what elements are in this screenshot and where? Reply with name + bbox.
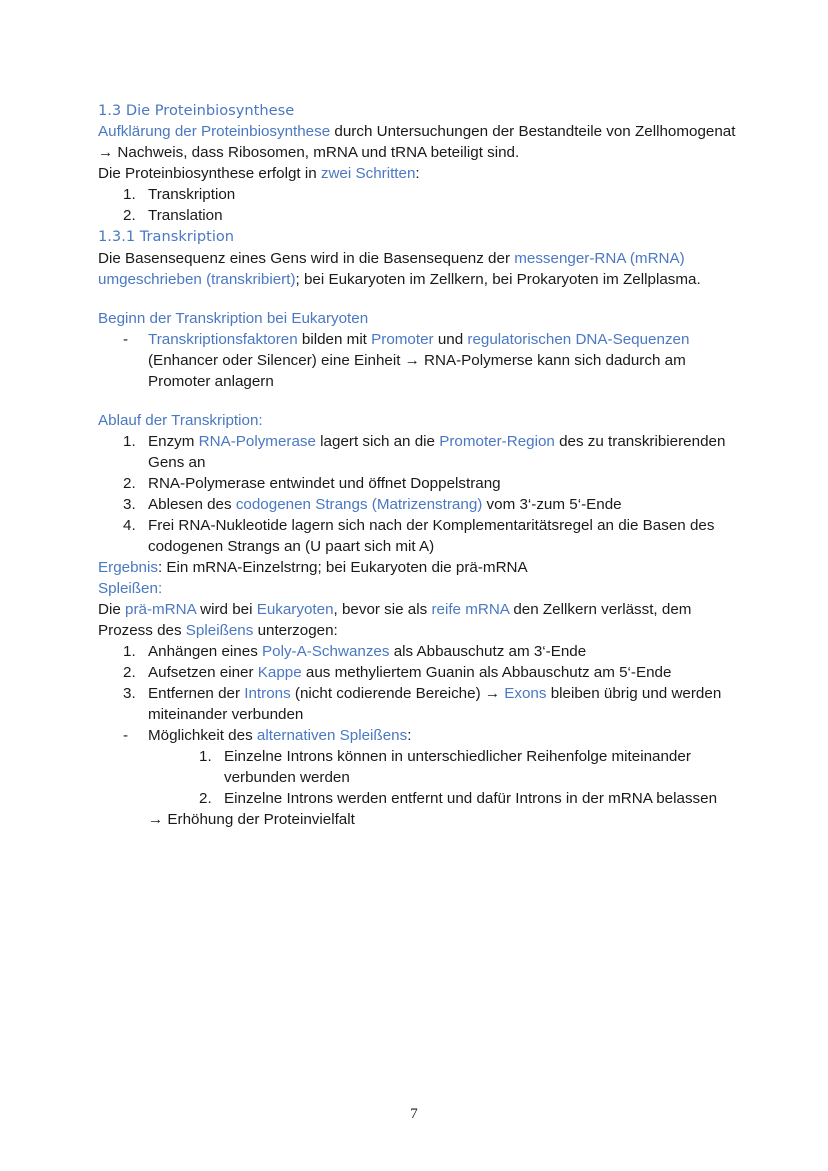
ergebnis-line bbox=[98, 557, 738, 578]
paragraph-text: durch Untersuchungen der Bestandteile von Zellhomogenat → Nachweis, dass Ribosomen, mRNA und tRNA beteiligt sind. bbox=[98, 123, 736, 161]
list-item bbox=[98, 473, 738, 494]
nested-list-item bbox=[98, 788, 738, 809]
paragraph-text: : bbox=[415, 165, 420, 182]
list-text: Aufsetzen einer bbox=[148, 664, 258, 681]
list-text: Möglichkeit des bbox=[148, 727, 257, 744]
list-number: 2. bbox=[123, 664, 136, 681]
highlight-term: Ergebnis bbox=[98, 559, 158, 576]
list-text: Entfernen der bbox=[148, 685, 245, 702]
highlight-term: Aufklärung der Proteinbiosynthese bbox=[98, 123, 331, 140]
beginn-title: Beginn der Transkription bei Eukaryoten bbox=[98, 310, 369, 327]
spacer bbox=[98, 290, 738, 308]
list-text: Anhängen eines bbox=[148, 643, 263, 660]
paragraph-text: Die bbox=[98, 601, 126, 618]
page-number: 7 bbox=[410, 1106, 418, 1122]
page-content bbox=[98, 100, 738, 830]
paragraph-text: wird bei bbox=[195, 601, 257, 618]
list-number: 3. bbox=[123, 685, 136, 702]
list-text: bleiben übrig und werden miteinander verbunden bbox=[148, 685, 722, 723]
transcription-paragraph bbox=[98, 248, 738, 290]
list-text: Translation bbox=[148, 207, 223, 224]
paragraph-text: ; bei Eukaryoten im Zellkern, bei Prokaryoten im Zellplasma. bbox=[295, 271, 701, 288]
list-item bbox=[98, 725, 738, 746]
list-item bbox=[98, 683, 738, 725]
highlight-term: RNA-Polymerase bbox=[198, 433, 316, 450]
list-number: 1. bbox=[123, 433, 136, 450]
highlight-term: Transkriptionsfaktoren bbox=[148, 331, 298, 348]
highlight-term: Promoter-Region bbox=[439, 433, 555, 450]
list-text: bilden mit bbox=[297, 331, 372, 348]
highlight-term: alternativen Spleißens bbox=[256, 727, 408, 744]
highlight-term: zwei Schritten bbox=[320, 165, 416, 182]
list-number: 2. bbox=[199, 790, 212, 807]
list-number: 1. bbox=[123, 643, 136, 660]
highlight-term: codogenen Strangs (Matrizenstrang) bbox=[235, 496, 483, 513]
list-text: aus methyliertem Guanin als Abbauschutz am 5‘-Ende bbox=[301, 664, 672, 681]
highlight-term: Introns bbox=[244, 685, 291, 702]
list-text: als Abbauschutz am 3‘-Ende bbox=[389, 643, 587, 660]
list-text: lagert sich an die bbox=[315, 433, 440, 450]
list-text: Enzym bbox=[148, 433, 199, 450]
list-text: Transkription bbox=[148, 186, 236, 203]
list-text: Ablesen des bbox=[148, 496, 236, 513]
highlight-term: Exons bbox=[504, 685, 547, 702]
list-number: 2. bbox=[123, 207, 136, 224]
list-item bbox=[98, 431, 738, 473]
dash-marker: - bbox=[123, 727, 129, 744]
dash-marker: - bbox=[123, 331, 129, 348]
nested-list-item bbox=[98, 746, 738, 788]
list-item bbox=[98, 515, 738, 557]
list-item bbox=[98, 494, 738, 515]
subsection-heading: 1.3.1 Transkription bbox=[98, 228, 235, 245]
highlight-term: Kappe bbox=[257, 664, 302, 681]
highlight-term: Spleißens bbox=[185, 622, 254, 639]
list-number: 2. bbox=[123, 475, 136, 492]
two-steps-paragraph bbox=[98, 163, 738, 184]
highlight-term: regulatorischen DNA-Sequenzen bbox=[467, 331, 690, 348]
paragraph-text: Die Proteinbiosynthese erfolgt in bbox=[98, 165, 321, 182]
paragraph-text: : Ein mRNA-Einzelstrng; bei Eukaryoten die prä-mRNA bbox=[157, 559, 528, 576]
list-text: Einzelne Introns werden entfernt und dafür Introns in der mRNA belassen bbox=[224, 790, 718, 807]
list-text: vom 3‘-zum 5‘-Ende bbox=[482, 496, 622, 513]
list-number: 3. bbox=[123, 496, 136, 513]
highlight-term: Eukaryoten bbox=[256, 601, 334, 618]
spleissen-paragraph bbox=[98, 599, 738, 641]
highlight-term: prä-mRNA bbox=[125, 601, 196, 618]
spleissen-title: Spleißen: bbox=[98, 580, 163, 597]
list-item bbox=[98, 662, 738, 683]
list-text: Einzelne Introns können in unterschiedlicher Reihenfolge miteinander verbunden werden bbox=[224, 748, 691, 786]
highlight-term: reife mRNA bbox=[431, 601, 510, 618]
list-text: : bbox=[407, 727, 412, 744]
list-number: 4. bbox=[123, 517, 136, 534]
list-item bbox=[98, 329, 738, 392]
list-text: des zu transkribierenden Gens an bbox=[148, 433, 726, 471]
list-text: (Enhancer oder Silencer) eine Einheit → RNA-Polymerse kann sich dadurch am Promoter anlagern bbox=[148, 352, 686, 390]
list-item bbox=[98, 184, 738, 205]
intro-paragraph bbox=[98, 121, 738, 163]
highlight-term: Promoter bbox=[371, 331, 434, 348]
highlight-term: Poly-A-Schwanzes bbox=[262, 643, 390, 660]
conclusion-line: → Erhöhung der Proteinvielfalt bbox=[148, 811, 355, 828]
section-heading: 1.3 Die Proteinbiosynthese bbox=[98, 102, 295, 119]
list-number: 1. bbox=[199, 748, 212, 765]
list-item bbox=[98, 641, 738, 662]
paragraph-text: , bevor sie als bbox=[333, 601, 432, 618]
ablauf-title: Ablauf der Transkription: bbox=[98, 412, 263, 429]
paragraph-text: Die Basensequenz eines Gens wird in die Basensequenz der bbox=[98, 250, 515, 267]
list-item bbox=[98, 205, 738, 226]
steps-list bbox=[98, 184, 738, 226]
highlight-term: messenger-RNA (mRNA) umgeschrieben (transkribiert) bbox=[98, 250, 685, 288]
spacer bbox=[98, 392, 738, 410]
list-text: RNA-Polymerase entwindet und öffnet Doppelstrang bbox=[148, 475, 501, 492]
list-text: (nicht codierende Bereiche) → bbox=[290, 685, 505, 702]
list-text: Frei RNA-Nukleotide lagern sich nach der Komplementaritätsregel an die Basen des codogenen Strangs an (U paart sich mit A) bbox=[148, 517, 715, 555]
list-text: und bbox=[433, 331, 468, 348]
list-number: 1. bbox=[123, 186, 136, 203]
paragraph-text: unterzogen: bbox=[253, 622, 338, 639]
paragraph-text: den Zellkern verlässt, dem Prozess des bbox=[98, 601, 692, 639]
